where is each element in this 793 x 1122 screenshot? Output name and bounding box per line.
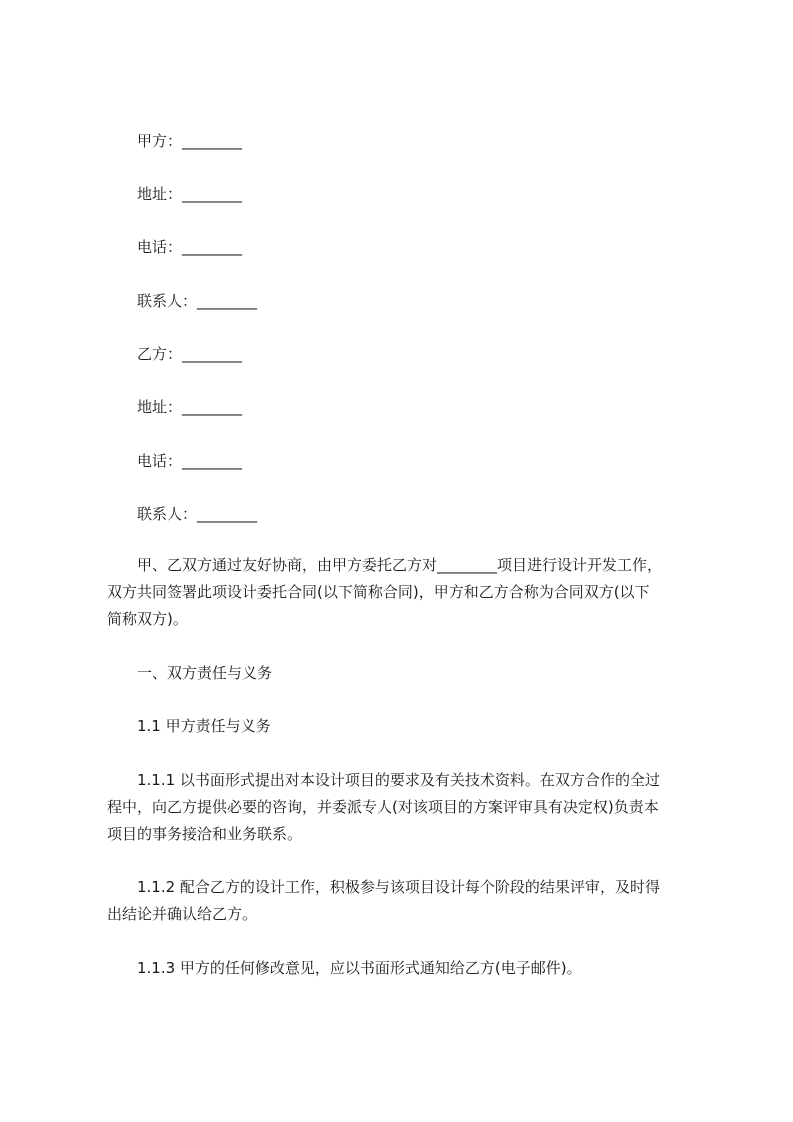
- intro-line-3: 简称双方)。: [107, 610, 188, 628]
- intro-paragraph: [107, 552, 707, 633]
- subsection-1-1-title: 1.1 甲方责任与义务: [137, 717, 271, 735]
- clause-1-1-1-line-3: 项目的事务接洽和业务联系。: [107, 825, 303, 843]
- clause-1-1-2-line-1: 1.1.2 配合乙方的设计工作，积极参与该项目设计每个阶段的结果评审，及时得: [137, 878, 660, 896]
- clause-1-1-2: [107, 874, 707, 928]
- intro-line-1: 甲、乙双方通过友好协商，由甲方委托乙方对________项目进行设计开发工作，: [137, 556, 663, 574]
- party-b-contact: 联系人：________: [137, 505, 258, 523]
- clause-1-1-3-line-1: 1.1.3 甲方的任何修改意见，应以书面形式通知给乙方(电子邮件)。: [137, 959, 582, 977]
- party-b-address: 地址：________: [137, 398, 243, 416]
- clause-1-1-1-line-1: 1.1.1 以书面形式提出对本设计项目的要求及有关技术资料。在双方合作的全过: [137, 771, 660, 789]
- party-b-phone: 电话：________: [137, 452, 243, 470]
- clause-1-1-3: [107, 955, 707, 982]
- intro-line-2: 双方共同签署此项设计委托合同(以下简称合同)，甲方和乙方合称为合同双方(以下: [107, 583, 650, 601]
- section-1-title: 一、双方责任与义务: [137, 664, 273, 682]
- party-a-address: 地址：________: [137, 185, 243, 203]
- clause-1-1-1-line-2: 程中，向乙方提供必要的咨询，并委派专人(对该项目的方案评审具有决定权)负责本: [107, 798, 659, 816]
- party-a-contact: 联系人：________: [137, 292, 258, 310]
- party-a-name: 甲方：________: [137, 132, 243, 150]
- clause-1-1-2-line-2: 出结论并确认给乙方。: [107, 905, 258, 923]
- party-b-name: 乙方：________: [137, 345, 243, 363]
- clause-1-1-1: [107, 767, 707, 848]
- party-a-phone: 电话：________: [137, 238, 243, 256]
